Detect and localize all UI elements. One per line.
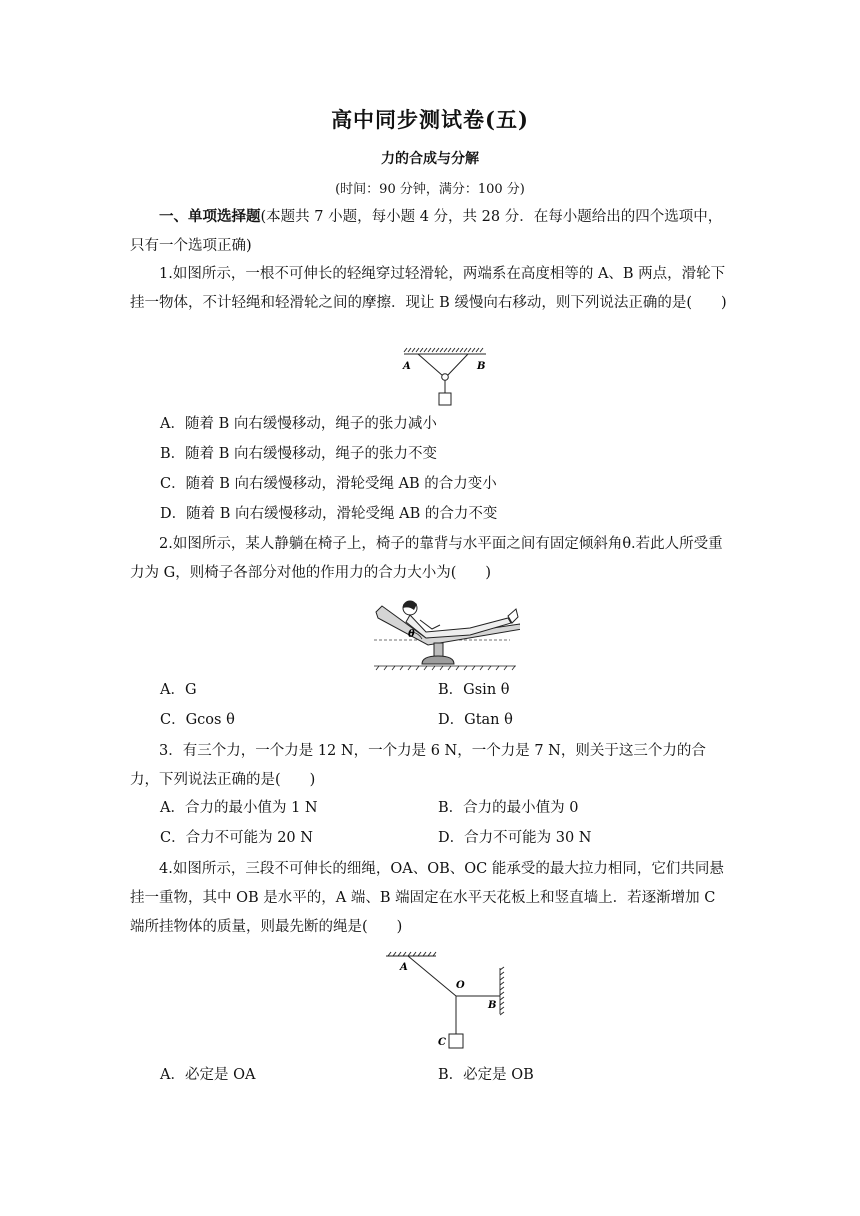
question-1-figure [396,344,491,410]
label-b: B [488,1000,497,1011]
section-title: 一、单项选择题 [159,208,261,225]
question-3-option-c: C．合力不可能为 20 N [160,830,313,846]
question-3-option-d: D．合力不可能为 30 N [438,830,592,846]
question-4-option-b: B．必定是 OB [438,1067,534,1083]
question-4-stem: 4.如图所示，三段不可伸长的细绳，OA、OB、OC 能承受的最大拉力相同，它们共同悬挂一重物，其中 OB 是水平的，A 端、B 端固定在水平天花板上和竖直墙上．若逐渐增加 C 端所挂物体的质量，则最先断的绳是( ) [130,861,724,935]
question-4-option-a: A．必定是 OA [160,1067,256,1083]
rope-oa [408,956,456,996]
three-ropes-diagram [382,950,522,1056]
rope-left [418,354,443,376]
question-3-option-b: B．合力的最小值为 0 [438,800,579,816]
reclining-chair-diagram [370,588,520,672]
exam-meta: (时间：90 分钟，满分：100 分) [335,182,525,197]
person-body [406,615,511,638]
question-4-figure [382,950,522,1056]
section-description: (本题共 7 小题，每小题 4 分，共 28 分．在每小题给出的四个选项中，只有一个选项正确) [130,209,723,254]
page-subtitle: 力的合成与分解 [381,151,479,167]
question-3-option-a: A．合力的最小值为 1 N [160,800,318,816]
question-1-option-c: C．随着 B 向右缓慢移动，滑轮受绳 AB 的合力变小 [160,476,497,492]
label-c: C [438,1037,446,1048]
label-a: A [400,962,408,973]
question-1-option-b: B．随着 B 向右缓慢移动，绳子的张力不变 [160,446,438,462]
pulley-diagram [396,344,491,410]
question-3-stem: 3．有三个力，一个力是 12 N，一个力是 6 N，一个力是 7 N，则关于这三个力的合力，下列说法正确的是( ) [130,743,706,788]
weight-box [449,1034,463,1048]
label-theta: θ [408,629,415,640]
pulley-icon [442,374,449,381]
question-1-stem: 1.如图所示，一根不可伸长的轻绳穿过轻滑轮，两端系在高度相等的 A、B 两点，滑轮下挂一物体，不计轻绳和轻滑轮之间的摩擦．现让 B 缓慢向右移动，则下列说法正确的是( ) [130,266,727,311]
question-2-option-d: D．Gtan θ [438,712,513,728]
label-a: A [403,361,411,372]
question-2-figure [370,588,520,672]
question-2-option-b: B．Gsin θ [438,682,510,698]
question-2-stem: 2.如图所示，某人静躺在椅子上，椅子的靠背与水平面之间有固定倾斜角θ.若此人所受重力为 G，则椅子各部分对他的作用力的合力大小为( ) [130,536,723,581]
page-title: 高中同步测试卷(五) [331,107,529,132]
question-2-option-c: C．Gcos θ [160,712,235,728]
question-1-option-d: D．随着 B 向右缓慢移动，滑轮受绳 AB 的合力不变 [160,506,498,522]
question-2-option-a: A．G [160,682,197,698]
question-1-option-a: A．随着 B 向右缓慢移动，绳子的张力减小 [160,416,437,432]
section-heading [130,202,730,261]
weight-box [439,393,451,405]
label-o: O [456,980,465,991]
chair-base [422,656,454,664]
rope-right [447,354,468,376]
label-b: B [477,361,486,372]
